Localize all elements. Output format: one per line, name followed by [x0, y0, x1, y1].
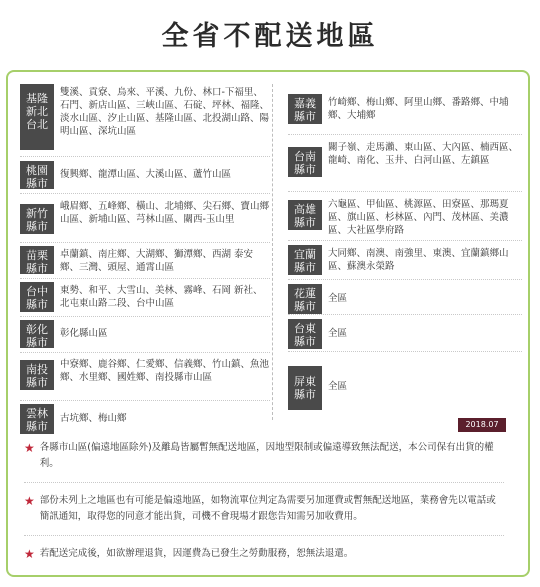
note-item — [24, 546, 504, 572]
county-badge — [20, 320, 54, 348]
region-row — [20, 356, 270, 401]
region-row — [20, 198, 270, 243]
county-label: 高雄 縣市 — [294, 203, 316, 229]
star-icon: ★ — [24, 547, 35, 561]
area-list: 復興鄉、龍潭山區、大溪山區、蘆竹山區 — [60, 169, 232, 180]
county-label: 台中 縣市 — [26, 285, 48, 311]
area-list: 六龜區、甲仙區、桃源區、田寮區、那瑪夏區、旗山區、杉林區、內門、茂林區、美濃區、大社區學府路 — [328, 199, 509, 236]
region-row — [20, 320, 270, 353]
region-row — [20, 246, 270, 279]
notes-section — [24, 440, 504, 582]
county-label: 新竹 縣市 — [26, 207, 48, 233]
area-list: 彰化縣山區 — [60, 328, 108, 339]
county-badge — [288, 94, 322, 124]
county-label: 南投 縣市 — [26, 363, 48, 389]
star-icon: ★ — [24, 441, 35, 455]
area-list: 全區 — [328, 328, 348, 339]
county-badge — [288, 319, 322, 349]
county-label: 花蓮 縣市 — [294, 287, 316, 313]
county-badge — [20, 84, 54, 150]
region-row — [288, 94, 522, 135]
note-text: 各縣市山區(偏遠地區除外)及離島皆屬暫無配送地區，因地型限制或偏遠導致無法配送，本公司保有出貨的權利。 — [39, 442, 494, 469]
area-list: 全區 — [328, 293, 348, 304]
county-badge — [20, 246, 54, 274]
county-badge — [20, 161, 54, 189]
county-badge — [20, 404, 54, 434]
region-row — [288, 284, 522, 315]
county-label: 嘉義 縣市 — [294, 97, 316, 123]
county-label: 台南 縣市 — [294, 150, 316, 176]
county-badge — [288, 284, 322, 314]
county-label: 台東 縣市 — [294, 322, 316, 348]
note-item — [24, 440, 504, 483]
right-region-list — [288, 84, 522, 410]
note-text: 若配送完成後，如欲辦理退貨，因運費為已發生之勞動服務，恕無法退還。 — [39, 548, 354, 559]
area-list: 卓蘭鎮、南庄鄉、大湖鄉、獅潭鄉、西湖 泰安鄉、三灣、頭屋、通霄山區 — [60, 249, 254, 273]
county-label: 苗栗 縣市 — [26, 249, 48, 275]
county-label: 雲林 縣市 — [26, 407, 48, 433]
region-row — [288, 245, 522, 280]
county-badge — [20, 360, 54, 390]
region-row — [20, 282, 270, 317]
region-row — [20, 404, 270, 438]
area-list: 古坑鄉、梅山鄉 — [60, 413, 127, 424]
region-row — [20, 84, 270, 157]
date-badge: 2018.07 — [458, 418, 506, 432]
region-row — [288, 366, 522, 410]
column-divider — [272, 84, 273, 420]
county-label: 彰化 縣市 — [26, 323, 48, 349]
county-label: 基隆 新北 台北 — [26, 92, 48, 131]
area-list: 峨眉鄉、五峰鄉、橫山、北埔鄉、尖石鄉、寶山鄉山區、新埔山區、芎林山區、關西-玉山里 — [60, 201, 270, 225]
note-text: 部份未列上之地區也有可能是偏遠地區，如物流單位判定為需要另加運費或暫無配送地區，業務會先以電話或簡訊通知，取得您的同意才能出貨，司機不會現場才跟您告知需另加收費用。 — [39, 495, 496, 522]
area-list: 大同鄉、南澳、南強里、東澳、宜蘭鎮鄉山區、蘇澳永榮路 — [328, 248, 509, 272]
county-badge — [288, 366, 322, 410]
area-list: 雙溪、貢寮、烏來、平溪、九份、林口-下福里、石門、新店山區、三峽山區、石碇、坪林、福隆、淡水山區、汐止山區、基隆山區、北投湖山路、陽明山區、深坑山區 — [60, 87, 270, 137]
page-title: 全省不配送地區 — [161, 21, 379, 52]
area-list: 關子嶺、走馬瀨、東山區、大內區、楠西區、龍崎、南化、玉井、白河山區、左鎮區 — [328, 142, 519, 166]
region-row — [288, 319, 522, 352]
region-row — [288, 139, 522, 192]
county-label: 屏東 縣市 — [294, 375, 316, 401]
county-badge — [288, 147, 322, 177]
area-list: 東勢、和平、大雪山、美林、霧峰、石岡 新社、北屯東山路二段、台中山區 — [60, 285, 263, 309]
left-region-list — [20, 84, 270, 438]
note-item — [24, 493, 504, 536]
county-badge — [20, 282, 54, 312]
region-row — [288, 196, 522, 241]
star-icon: ★ — [24, 494, 35, 508]
county-badge — [20, 204, 54, 234]
area-list: 中寮鄉、鹿谷鄉、仁愛鄉、信義鄉、竹山鎮、魚池鄉、水里鄉、國姓鄉、南投縣市山區 — [60, 359, 270, 383]
area-list: 全區 — [328, 381, 348, 392]
county-label: 宜蘭 縣市 — [294, 248, 316, 274]
county-badge — [288, 245, 322, 275]
county-badge — [288, 200, 322, 230]
region-row — [20, 161, 270, 194]
county-label: 桃園 縣市 — [26, 164, 48, 190]
area-list: 竹崎鄉、梅山鄉、阿里山鄉、番路鄉、中埔鄉、大埔鄉 — [328, 97, 509, 121]
